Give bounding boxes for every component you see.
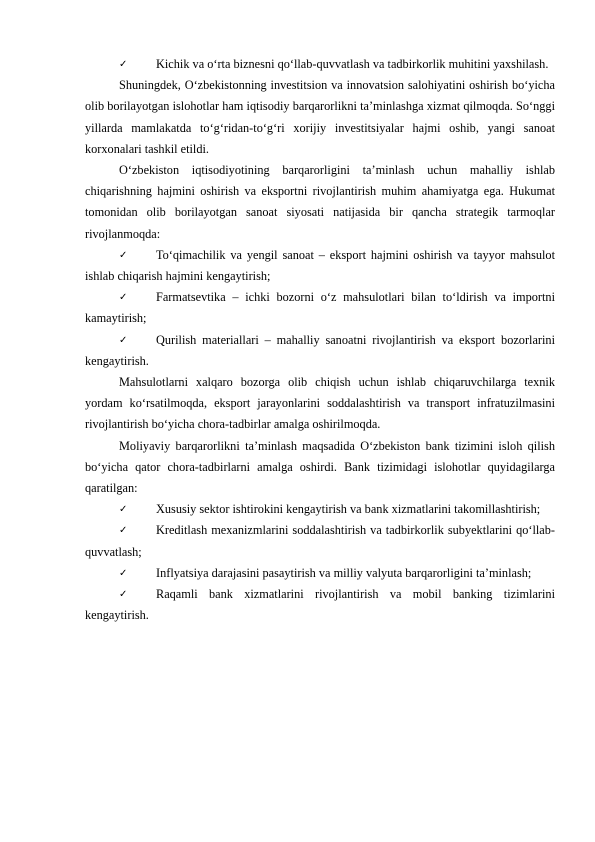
bullet-text: Qurilish materiallari – mahalliy sanoatni rivojlantirish va eksport bozorlarini kengaytirish. [85, 332, 555, 368]
checkmark-icon: ✓ [119, 504, 128, 516]
bullet-item [85, 499, 555, 520]
document-body [85, 54, 555, 626]
paragraph-text: Shuningdek, O‘zbekistonning investitsion va innovatsion salohiyatini oshirish bo‘yicha olib borilayotgan islohotlar ham iqtisodiy barqarorlikni ta’minlashga xizmat qilmoqda. So‘nggi yillarda mamlakatda to‘g‘ridan-to‘g‘ri xorijiy investitsiyalar hajmi oshib, yangi sanoat korxonalari tashkil etildi. [85, 78, 555, 156]
paragraph-text: Mahsulotlarni xalqaro bozorga olib chiqish uchun ishlab chiqaruvchilarga texnik yordam ko‘rsatilmoqda, eksport jarayonlarini soddalashtirish va transport infratuzilmasini rivojlantirish bo‘yicha chora-tadbirlar amalga oshirilmoqda. [85, 375, 555, 432]
bullet-text: Kreditlash mexanizmlarini soddalashtirish va tadbirkorlik subyektlarini qo‘llab-quvvatlash; [85, 523, 555, 559]
bullet-text: To‘qimachilik va yengil sanoat – eksport hajmini oshirish va tayyor mahsulot ishlab chiqarish hajmini kengaytirish; [85, 247, 555, 284]
checkmark-icon: ✓ [119, 249, 128, 261]
checkmark-icon: ✓ [119, 59, 128, 70]
paragraph-text: Moliyaviy barqarorlikni ta’minlash maqsadida O‘zbekiston bank tizimini isloh qilish bo‘yicha qator chora-tadbirlarni amalga oshirdi. Bank tizimidagi islohotlar quyidagilarga qaratilgan: [85, 438, 555, 496]
bullet-item [85, 563, 555, 584]
bullet-text: Inflyatsiya darajasini pasaytirish va milliy valyuta barqarorligini ta’minlash; [156, 565, 532, 580]
paragraph-text: O‘zbekiston iqtisodiyotining barqarorligini ta’minlash uchun mahalliy ishlab chiqarishning hajmini oshirish va eksportni rivojlantirish muhim ahamiyatga ega. Hukumat tomonidan olib borilayotgan sanoat siyosati natijasida bir qancha strategik tarmoqlar rivojlanmoqda: [85, 163, 555, 241]
bullet-text: Xususiy sektor ishtirokini kengaytirish va bank xizmatlarini takomillashtirish; [156, 502, 541, 517]
bullet-item [85, 330, 555, 372]
bullet-item [85, 245, 555, 287]
checkmark-icon: ✓ [119, 334, 128, 346]
checkmark-icon: ✓ [119, 567, 128, 579]
paragraph [85, 436, 555, 500]
checkmark-icon: ✓ [119, 589, 128, 601]
checkmark-icon: ✓ [119, 292, 128, 304]
paragraph [85, 75, 555, 160]
bullet-item [85, 520, 555, 562]
bullet-text: Kichik va o‘rta biznesni qo‘llab-quvvatlash va tadbirkorlik muhitini yaxshilash. [156, 57, 549, 71]
checkmark-icon: ✓ [119, 525, 128, 537]
bullet-item [85, 287, 555, 329]
bullet-item [85, 54, 555, 75]
bullet-text: Raqamli bank xizmatlarini rivojlantirish va mobil banking tizimlarini kengaytirish. [85, 587, 555, 623]
bullet-text: Farmatsevtika – ichki bozorni o‘z mahsulotlari bilan to‘ldirish va importni kamaytirish; [85, 290, 555, 326]
paragraph [85, 160, 555, 245]
paragraph [85, 372, 555, 436]
bullet-item [85, 584, 555, 626]
